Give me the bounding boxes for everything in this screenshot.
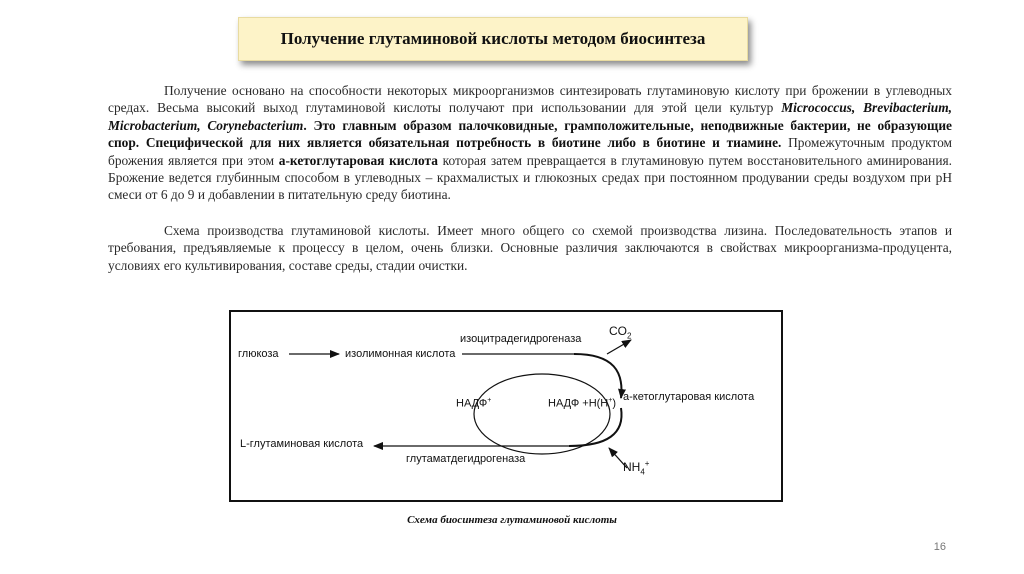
co2-text: CO	[609, 324, 627, 338]
p1-text-2: Промежуточным продуктом брожения является при этом	[108, 135, 952, 168]
label-nadph	[548, 397, 616, 410]
nadph-sup: +	[608, 397, 613, 404]
slide-title: Получение глутаминовой кислоты методом биосинтеза	[238, 17, 748, 61]
nadph-h: +Н(Н	[582, 397, 609, 410]
label-l-glutamic-acid: L-глутаминовая кислота	[240, 438, 364, 450]
p1-bold-sentence: . Это главным образом палочковидные, грамположительные, неподвижные бактерии, не образующие спор. Специфической для них является обязательная потребность в биотине либо в биотине и тиамине.	[108, 117, 952, 151]
paragraph-1	[108, 82, 952, 204]
p1-ph-from: 6	[160, 187, 168, 203]
nadp-plus-sup: +	[487, 397, 492, 404]
curve-to-glutamic	[569, 408, 622, 446]
co2-sub: 2	[627, 331, 632, 341]
label-isocitric-acid: изолимонная кислота	[345, 348, 456, 360]
label-ketoglutarate: а-кетоглутаровая кислота	[623, 391, 755, 403]
p1-text-5: и добавлении в питательную среду биотина.	[194, 187, 451, 203]
p1-text-3: которая затем превращается в глутаминовую путем восстановительного аминирования. Брожение ведется глубинным способом в углеводных – крахмалистых и глюкозных средах при постоянном продувании среды воздухом при pH смеси от	[108, 152, 952, 203]
label-glutamate-dehydrogenase: глутаматдегидрогеназа	[406, 453, 526, 465]
p1-text-1: Получение основано на способности некоторых микроорганизмов синтезировать глутаминовую кислоту при брожении в углеводных средах. Весьма высокий выход глутаминовой кислоты получают при использовании для этой цели культур	[108, 83, 952, 116]
label-co2	[609, 324, 631, 340]
page-number: 16	[933, 541, 946, 553]
p1-text-4: до	[167, 187, 188, 203]
paragraph-2	[108, 222, 952, 274]
p1-ph-to: 9	[187, 187, 195, 203]
nadp-plus-text: НАДФ	[456, 397, 488, 410]
nh4-text: NH	[623, 460, 641, 474]
label-nadp-plus	[456, 397, 491, 410]
label-isocitrate-dehydrogenase: изоцитрадегидрогеназа	[460, 333, 582, 345]
nadph-close: )	[612, 397, 617, 410]
arrow-co2	[607, 340, 631, 354]
p1-keto-acid: а-кетоглутаровая кислота	[278, 152, 438, 168]
p2-text: Схема производства глутаминовой кислоты. Имеет много общего со схемой производства лизина. Последовательность этапов и требования, предъявляемые к процессу в целом, очень близки. Основные различия заключаются в свойствах микроорганизма-продуцента, условиях его культивирования, составе среды, стадии очистки.	[108, 223, 952, 273]
nadp-cycle-ellipse	[474, 374, 613, 454]
diagram-caption: Схема биосинтеза глутаминовой кислоты	[407, 514, 617, 526]
nh4-sub: 4	[640, 467, 645, 477]
nadph-text: НАДФ	[548, 397, 580, 410]
label-glucose: глюкоза	[238, 348, 279, 360]
nh4-sup: +	[644, 459, 650, 468]
label-nh4	[623, 459, 649, 476]
p1-organisms: Micrococcus, Brevibacterium, Microbacterium, Corynebacterium	[108, 100, 952, 133]
